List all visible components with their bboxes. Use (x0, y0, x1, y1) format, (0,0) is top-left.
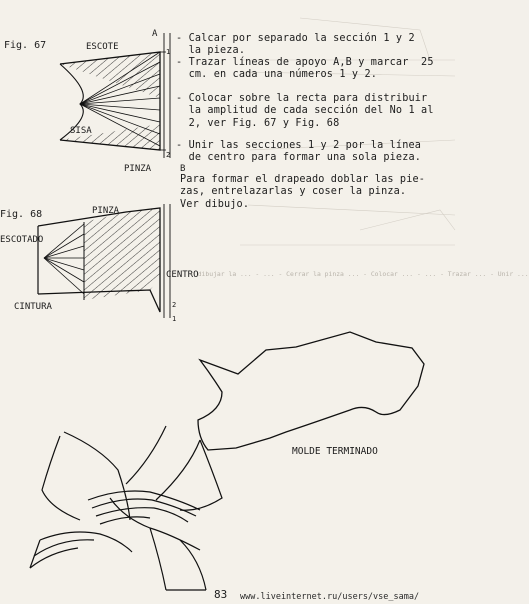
fig-68-escotado-label: ESCOTADO (0, 235, 44, 245)
fig-68-centro-label: CENTRO (166, 270, 199, 280)
fig-68-pattern (38, 204, 170, 318)
page-number: 83 (214, 588, 228, 601)
finished-pattern-label: MOLDE TERMINADO (292, 446, 378, 457)
fig-67-mark-2: 2 (166, 151, 171, 159)
fig-67-escote-label: ESCOTE (86, 42, 119, 52)
bleed-through-text: - dibujar la ... - ... - Cerrar la pinza ... - Colocar ... - ... - Trazar ... - Unir ... (190, 270, 529, 278)
fig-67-point-a: A (152, 29, 158, 39)
fig-67-sisa-label: SISA (70, 126, 92, 136)
fig-67-caption: Fig. 67 (4, 40, 47, 51)
drape-note: Para formar el drapeado doblar las pie- zas, entrelazarlas y coser la pinza. Ver dibujo. (180, 174, 426, 210)
watermark-url: www.liveinternet.ru/users/vse_sama/ (240, 592, 420, 602)
instruction-3: - Colocar sobre la recta para distribuir la amplitud de cada sección del No 1 al 2, ver Fig. 67 y Fig. 68 (176, 93, 434, 129)
fig-68-pinza-label: PINZA (92, 206, 120, 216)
fig-67-mark-1: 1 (166, 48, 171, 56)
instruction-2: - Trazar líneas de apoyo A,B y marcar 25 cm. en cada una números 1 y 2. (176, 57, 434, 81)
draped-drawing (30, 426, 222, 590)
finished-pattern (198, 332, 424, 450)
fig-68-caption: Fig. 68 (0, 209, 43, 220)
instruction-1: - Calcar por separado la sección 1 y 2 la pieza. (176, 33, 415, 57)
fig-68-mark-2: 2 (172, 301, 177, 309)
fig-68-mark-1: 1 (172, 315, 177, 323)
fig-67-point-b: B (180, 164, 186, 174)
fig-68-cintura-label: CINTURA (14, 302, 52, 312)
fig-67-pinza-label: PINZA (124, 164, 152, 174)
instruction-4: - Unir las secciones 1 y 2 por la línea de centro para formar una sola pieza. (176, 140, 422, 164)
